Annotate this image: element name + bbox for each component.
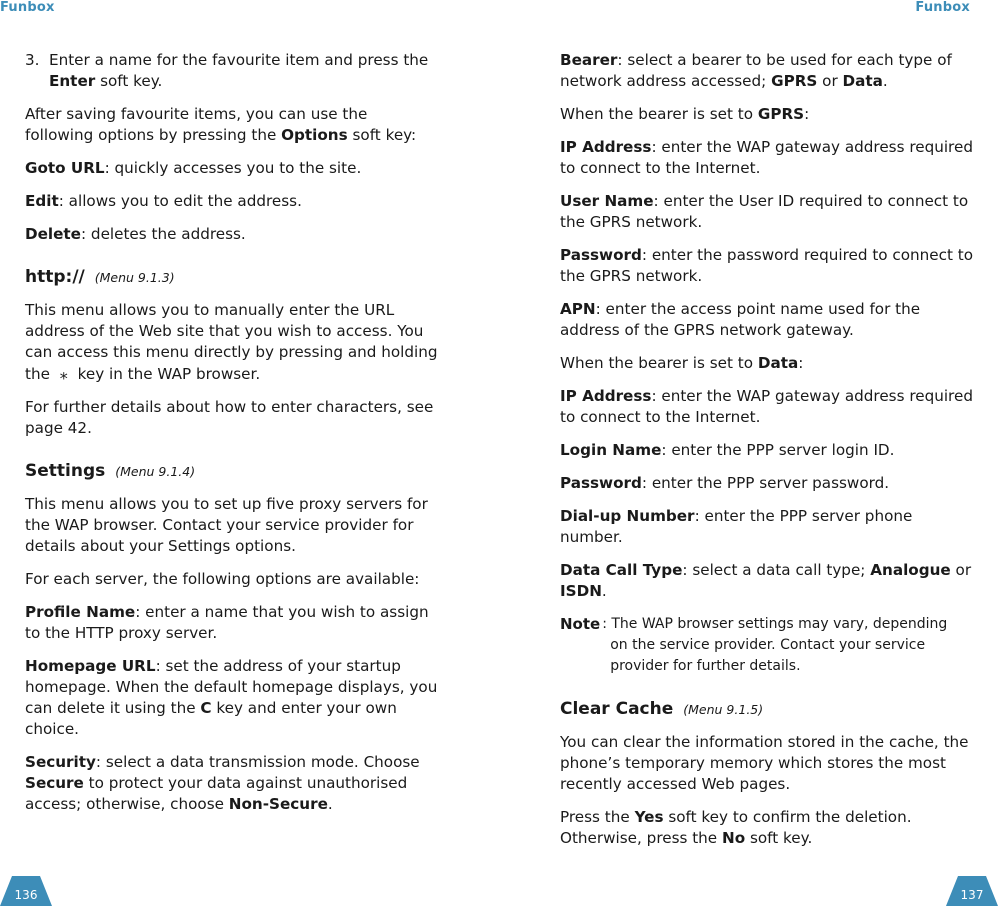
option-bearer: Bearer: select a bearer to be used for each type of network address accessed; GPRS or Data. bbox=[560, 51, 952, 90]
running-header-right: Funbox bbox=[915, 0, 970, 15]
clear-cache-description: You can clear the information stored in the cache, the phone’s temporary memory which stores the most recently accessed Web pages. bbox=[560, 733, 969, 793]
option-login-name: Login Name: enter the PPP server login ID. bbox=[560, 441, 895, 459]
gprs-bearer-intro: When the bearer is set to GPRS: bbox=[560, 105, 810, 123]
http-further-details: For further details about how to enter characters, see page 42. bbox=[25, 398, 434, 437]
page-number-right: 137 bbox=[946, 876, 998, 906]
option-security: Security: select a data transmission mode. Choose Secure to protect your data against unauthorised access; otherwise, choose Non-Secure. bbox=[25, 753, 420, 813]
note-label: Note bbox=[560, 615, 601, 633]
note-box: Note : The WAP browser settings may vary, depending on the service provider. Contact your service provider for further details. bbox=[560, 614, 975, 677]
page-number-left: 136 bbox=[0, 876, 52, 906]
after-saving-text: After saving favourite items, you can use the following options by pressing the Options soft key: bbox=[25, 105, 417, 144]
option-delete: Delete: deletes the address. bbox=[25, 225, 246, 243]
option-password-gprs: Password: enter the password required to connect to the GPRS network. bbox=[560, 246, 974, 285]
http-description: This menu allows you to manually enter the URL address of the Web site that you wish to access. You can access this menu directly by pressing and holding the ⁎ key in the WAP browser. bbox=[25, 301, 438, 383]
step-3: 3. Enter a name for the favourite item and press the Enter soft key. bbox=[25, 51, 429, 90]
left-page-column bbox=[25, 50, 440, 827]
option-data-call-type: Data Call Type: select a data call type; Analogue or ISDN. bbox=[560, 561, 972, 600]
section-settings: Settings (Menu 9.1.4) bbox=[25, 461, 196, 481]
star-key-icon: ⁎ bbox=[59, 364, 68, 383]
settings-options-intro: For each server, the following options are available: bbox=[25, 570, 420, 588]
option-edit: Edit: allows you to edit the address. bbox=[25, 192, 302, 210]
right-page-column bbox=[560, 50, 975, 861]
option-ip-address-gprs: IP Address: enter the WAP gateway address required to connect to the Internet. bbox=[560, 138, 973, 177]
option-ip-address-data: IP Address: enter the WAP gateway address required to connect to the Internet. bbox=[560, 387, 973, 426]
option-profile-name: Profile Name: enter a name that you wish to assign to the HTTP proxy server. bbox=[25, 603, 429, 642]
option-homepage-url: Homepage URL: set the address of your startup homepage. When the default homepage displays, you can delete it using the C key and enter your own choice. bbox=[25, 657, 438, 738]
clear-cache-instructions: Press the Yes soft key to confirm the deletion. Otherwise, press the No soft key. bbox=[560, 808, 912, 847]
option-apn: APN: enter the access point name used for the address of the GPRS network gateway. bbox=[560, 300, 921, 339]
section-clear-cache: Clear Cache (Menu 9.1.5) bbox=[560, 699, 764, 719]
data-bearer-intro: When the bearer is set to Data: bbox=[560, 354, 804, 372]
option-dialup-number: Dial-up Number: enter the PPP server phone number. bbox=[560, 507, 913, 546]
settings-description: This menu allows you to set up five proxy servers for the WAP browser. Contact your service provider for details about your Settings options. bbox=[25, 495, 428, 555]
option-goto-url: Goto URL: quickly accesses you to the site. bbox=[25, 159, 362, 177]
option-user-name: User Name: enter the User ID required to connect to the GPRS network. bbox=[560, 192, 969, 231]
section-http: http:// (Menu 9.1.3) bbox=[25, 267, 175, 287]
option-password-data: Password: enter the PPP server password. bbox=[560, 474, 890, 492]
running-header-left: Funbox bbox=[0, 0, 55, 15]
